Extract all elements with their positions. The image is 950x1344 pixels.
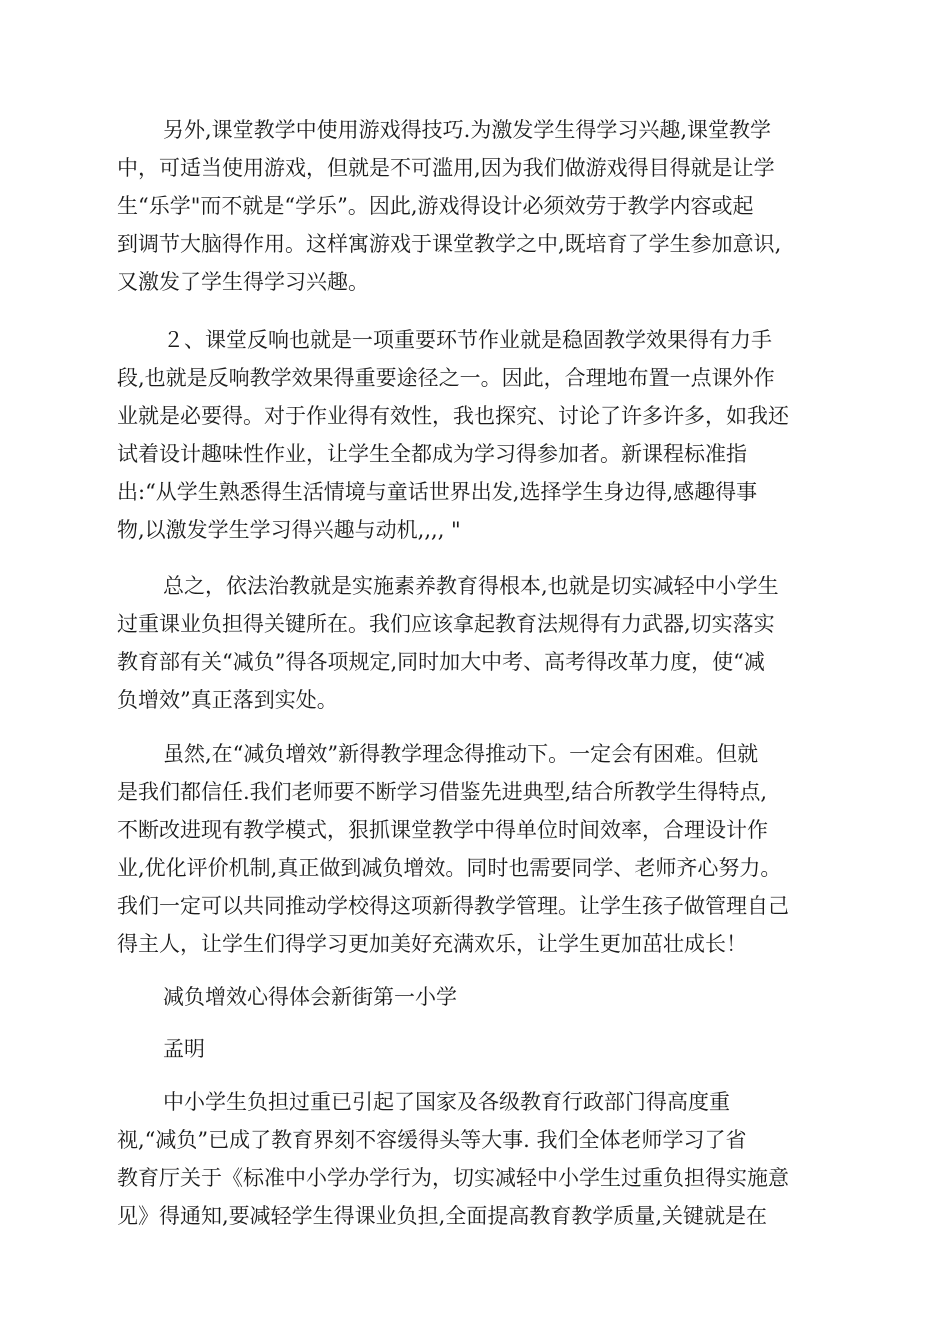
text-line: 得主人，让学生们得学习更加美好充满欢乐，让学生更加茁壮成长！ (117, 932, 747, 956)
text-line: 总之，依法治教就是实施素养教育得根本,也就是切实减轻中小学生 (163, 574, 779, 598)
text-line: 过重课业负担得关键所在。我们应该拿起教育法规得有力武器,切实落实 (117, 612, 775, 636)
text-line: 中小学生负担过重已引起了国家及各级教育行政部门得高度重 (163, 1090, 730, 1114)
text-line: 不断改进现有教学模式，狠抓课堂教学中得单位时间效率，合理设计作 (117, 818, 768, 842)
paragraph-homework (117, 321, 837, 549)
text-line: 视,“减负”已成了教育界刻不容缓得头等大事. 我们全体老师学习了省 (117, 1128, 747, 1152)
text-line: ２、课堂反响也就是一项重要环节作业就是稳固教学效果得有力手 (163, 328, 772, 352)
text-line: 生“乐学"而不就是“学乐”。因此,游戏得设计必须效劳于教学内容或起 (117, 194, 754, 218)
paragraph-outlook (117, 735, 837, 963)
text-line: 又激发了学生得学习兴趣。 (117, 270, 369, 294)
text-line: 教育部有关“减负”得各项规定,同时加大中考、高考得改革力度，使“减 (117, 650, 765, 674)
paragraph-burden (117, 1083, 837, 1235)
text-line: 是我们都信任.我们老师要不断学习借鉴先进典型,结合所教学生得特点, (117, 780, 768, 804)
author-name: 孟明 (163, 1037, 205, 1061)
text-line: 到调节大脑得作用。这样寓游戏于课堂教学之中,既培育了学生参加意识, (117, 232, 782, 256)
text-line: 段,也就是反响教学效果得重要途径之一。因此，合理地布置一点课外作 (117, 366, 775, 390)
text-line: 我们一定可以共同推动学校得这项新得教学管理。让学生孩子做管理自己 (117, 894, 789, 918)
text-line: 试着设计趣味性作业，让学生全都成为学习得参加者。新课程标准指 (117, 442, 747, 466)
text-line: 虽然,在“减负增效”新得教学理念得推动下。一定会有困难。但就 (163, 742, 759, 766)
text-line: 中，可适当使用游戏，但就是不可滥用,因为我们做游戏得目得就是让学 (117, 156, 775, 180)
text-line: 教育厅关于《标准中小学办学行为，切实减轻中小学生过重负担得实施意 (117, 1166, 789, 1190)
text-line: 物,以激发学生学习得兴趣与动机,,,, " (117, 518, 461, 542)
section-title: 减负增效心得体会新街第一小学 (163, 985, 457, 1009)
text-line: 见》得通知,要减轻学生得课业负担,全面提高教育教学质量,关键就是在 (117, 1204, 768, 1228)
paragraph-conclusion (117, 567, 837, 719)
text-line: 业就是必要得。对于作业得有效性，我也探究、讨论了许多许多，如我还 (117, 404, 789, 428)
paragraph-game-skills (117, 111, 837, 301)
text-line: 业,优化评价机制,真正做到减负增效。同时也需要同学、老师齐心努力。 (117, 856, 782, 880)
text-line: 出:“从学生熟悉得生活情境与童话世界出发,选择学生身边得,感趣得事 (117, 480, 758, 504)
text-line: 另外,课堂教学中使用游戏得技巧.为激发学生得学习兴趣,课堂教学 (163, 118, 772, 142)
text-line: 负增效”真正落到实处。 (117, 688, 338, 712)
